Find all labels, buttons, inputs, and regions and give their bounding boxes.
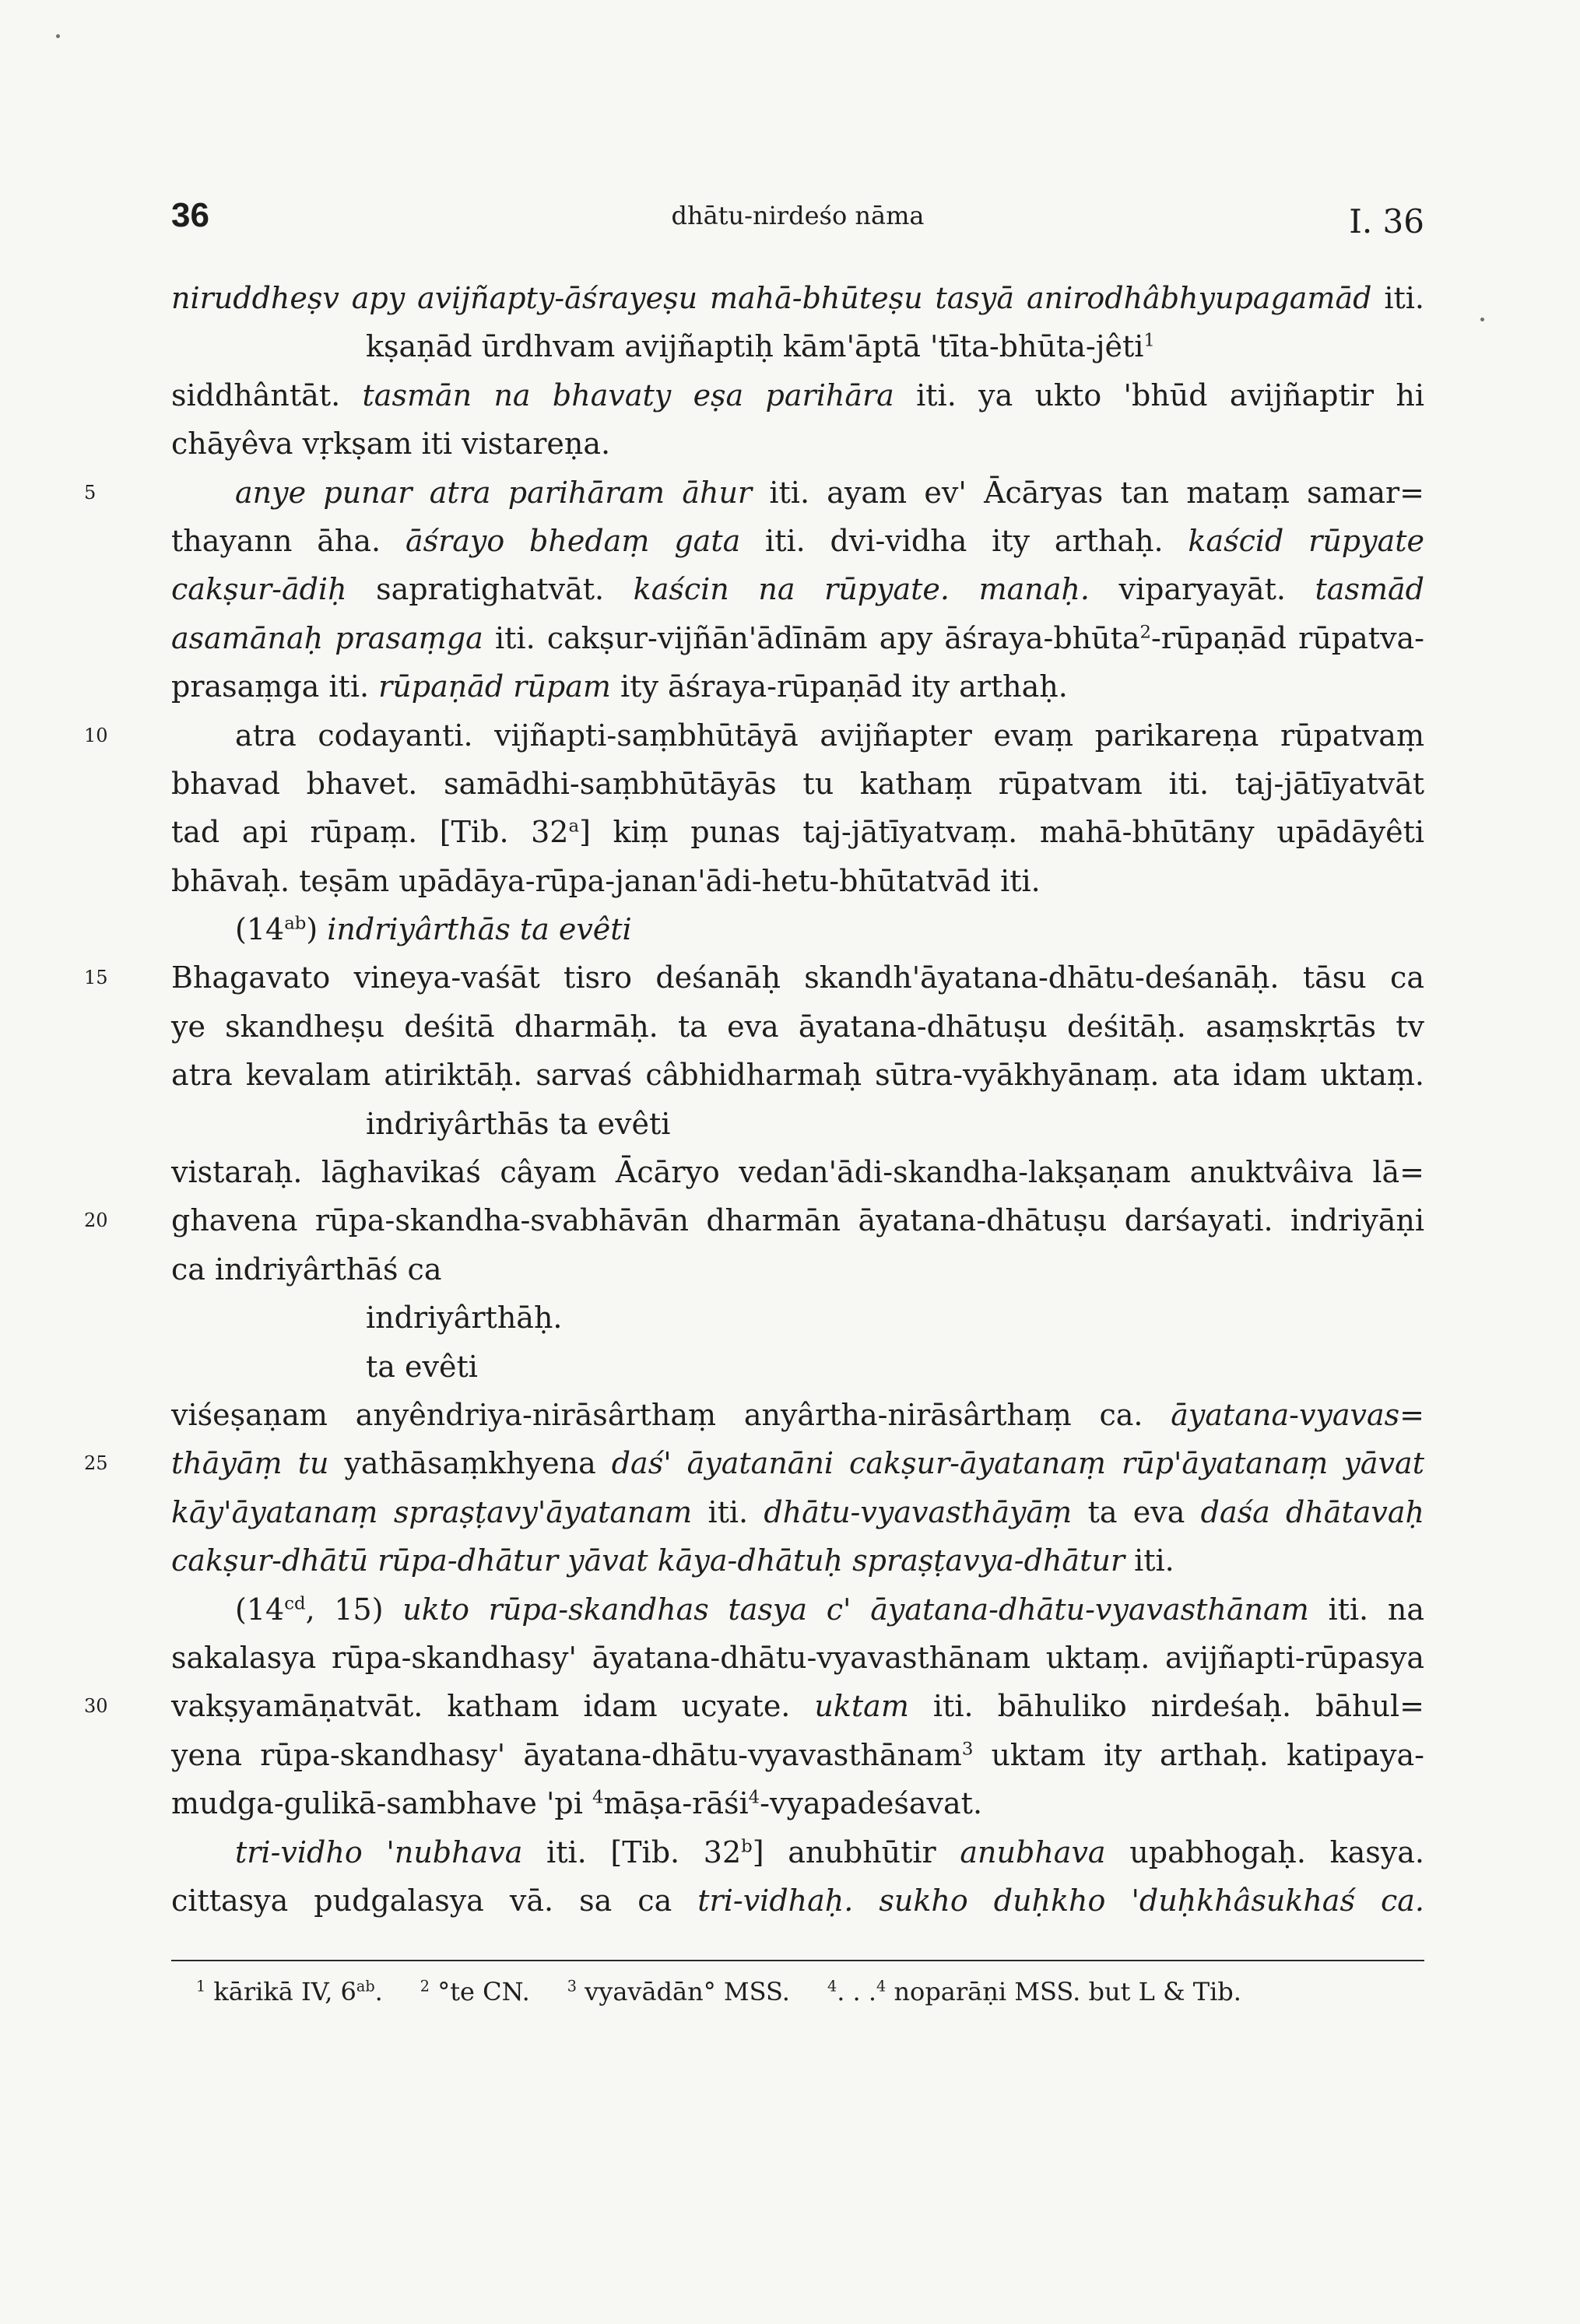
line-text: mudga-gulikā-sambhave 'pi $^4$māṣa-rāśi$^4$-vyapadeśavat. <box>171 1786 983 1821</box>
footnote: $^4$. . .$^4$ noparāṇi MSS. but L & Tib. <box>827 1977 1241 2006</box>
line-text: sakalasya rūpa-skandhasy' āyatana-dhātu-vyavasthānam uktaṃ. avijñapti-rūpasya <box>171 1640 1424 1675</box>
text-line <box>171 1294 1424 1342</box>
line-number: 20 <box>84 1209 108 1232</box>
line-text: indriyârthās ta evêti <box>366 1106 671 1141</box>
main-text <box>84 274 1425 1925</box>
text-line <box>171 905 1424 953</box>
text-line <box>171 420 1424 468</box>
text-line <box>171 760 1424 808</box>
line-text: cittasya pudgalasya vā. sa ca tri-vidhaḥ. sukho duḥkho 'duḥkhâsukhaś ca. <box>171 1883 1425 1918</box>
line-text: cakṣur-dhātū rūpa-dhātur yāvat kāya-dhātuḥ spraṣṭavya-dhātur iti. <box>171 1543 1174 1578</box>
line-text: asamānaḥ prasaṃga iti. cakṣur-vijñān'ādīnām apy āśraya-bhūta$^2$-rūpaṇād rūpatva- <box>171 620 1425 655</box>
footnote: $^1$ kārikā IV, $6^{ab}$. <box>196 1977 383 2006</box>
line-number: 10 <box>84 724 108 746</box>
text-line <box>171 1731 1424 1779</box>
footnotes <box>196 1977 1424 2006</box>
text-line <box>171 1343 1424 1391</box>
text-line <box>171 1876 1424 1925</box>
scan-speck <box>1480 318 1484 321</box>
line-text: tad api rūpaṃ. [Tib. 32$^a$] kiṃ punas taj-jātīyatvaṃ. mahā-bhūtāny upādāyêti <box>171 815 1425 850</box>
text-line <box>171 1585 1424 1634</box>
line-text: bhavad bhavet. samādhi-saṃbhūtāyās tu kathaṃ rūpatvam iti. taj-jātīyatvāt <box>171 766 1424 801</box>
line-text: Bhagavato vineya-vaśāt tisro deśanāḥ skandh'āyatana-dhātu-deśanāḥ. tāsu ca <box>171 960 1424 995</box>
line-text: ghavena rūpa-skandha-svabhāvān dharmān āyatana-dhātuṣu darśayati. indriyāṇi <box>171 1203 1424 1238</box>
line-text: ($14^{cd}$, 15) ukto rūpa-skandhas tasya c' āyatana-dhātu-vyavasthānam iti. na <box>235 1592 1424 1627</box>
text-line <box>171 1002 1424 1051</box>
line-text: vakṣyamāṇatvāt. katham idam ucyate. uktam iti. bāhuliko nirdeśaḥ. bāhul= <box>171 1689 1424 1724</box>
text-line <box>84 953 1424 1002</box>
footnote-rule <box>171 1960 1424 1961</box>
line-text: thayann āha. āśrayo bhedaṃ gata iti. dvi-vidha ity arthaḥ. kaścid rūpyate <box>171 523 1425 558</box>
text-line <box>84 1682 1424 1730</box>
text-line <box>171 565 1424 613</box>
line-number: 30 <box>84 1695 108 1718</box>
line-text: bhāvaḥ. teṣām upādāya-rūpa-janan'ādi-hetu-bhūtatvād iti. <box>171 863 1041 898</box>
line-number: 25 <box>84 1452 108 1475</box>
line-text: ta evêti <box>366 1349 478 1384</box>
line-text: tri-vidho 'nubhava iti. [Tib. 32$^b$] anubhūtir anubhava upabhogaḥ. kasya. <box>235 1834 1424 1869</box>
text-line <box>84 469 1424 517</box>
line-text: atra kevalam atiriktāḥ. sarvaś câbhidharmaḥ sūtra-vyākhyānaṃ. ata idam uktaṃ. <box>171 1058 1424 1093</box>
text-line <box>171 517 1424 565</box>
text-line <box>171 1634 1424 1682</box>
running-title: dhātu-nirdeśo nāma <box>671 201 925 230</box>
footnote: $^2$ °te CN. <box>420 1977 530 2006</box>
text-line <box>171 1536 1424 1585</box>
line-text: niruddheṣv apy avijñapty-āśrayeṣu mahā-bhūteṣu tasyā anirodhâbhyupagamād iti. <box>171 281 1424 315</box>
text-line <box>171 1391 1424 1439</box>
text-line <box>171 662 1424 711</box>
text-line <box>171 1779 1424 1827</box>
text-line <box>171 614 1424 662</box>
line-number: 5 <box>84 481 97 504</box>
line-text: cakṣur-ādiḥ sapratighatvāt. kaścin na rūpyate. manaḥ. viparyayāt. tasmād <box>171 572 1424 607</box>
text-line <box>171 1488 1424 1536</box>
line-text: prasaṃga iti. rūpaṇād rūpam ity āśraya-rūpaṇād ity arthaḥ. <box>171 669 1068 704</box>
text-line <box>171 1148 1424 1196</box>
text-line <box>171 371 1424 420</box>
text-line <box>171 857 1424 905</box>
line-text: atra codayanti. vijñapti-saṃbhūtāyā avijñapter evaṃ parikareṇa rūpatvaṃ <box>235 718 1424 753</box>
line-number: 15 <box>84 967 108 989</box>
line-text: kṣaṇād ūrdhvam avijñaptiḥ kām'āptā 'tīta-bhūta-jêti$^1$ <box>366 329 1155 364</box>
footnote: $^3$ vyavādān° MSS. <box>567 1977 790 2006</box>
line-text: chāyêva vṛkṣam iti vistareṇa. <box>171 427 611 462</box>
text-line <box>171 808 1424 856</box>
text-line <box>84 711 1424 760</box>
text-line <box>84 1196 1424 1244</box>
line-text: ye skandheṣu deśitā dharmāḥ. ta eva āyatana-dhātuṣu deśitāḥ. asaṃskṛtās tv <box>171 1009 1424 1044</box>
text-line <box>171 1051 1424 1099</box>
text-line <box>171 322 1424 370</box>
line-text: vistaraḥ. lāghavikaś câyam Ācāryo vedan'ādi-skandha-lakṣaṇam anuktvâiva lā= <box>171 1155 1424 1190</box>
scan-speck <box>56 34 60 38</box>
line-text: indriyârthāḥ. <box>366 1301 563 1336</box>
line-text: siddhântāt. tasmān na bhavaty eṣa parihāra iti. ya ukto 'bhūd avijñaptir hi <box>171 377 1424 412</box>
text-line <box>171 1828 1424 1876</box>
line-text: viśeṣaṇam anyêndriya-nirāsârthaṃ anyârtha-nirāsârthaṃ ca. āyatana-vyavas= <box>171 1397 1424 1432</box>
line-text: $(14^{ab})$ indriyârthās ta evêti <box>235 912 632 947</box>
text-line <box>171 1100 1424 1148</box>
page-header <box>171 196 1424 243</box>
text-line <box>84 1439 1424 1487</box>
text-line <box>171 1245 1424 1294</box>
section-reference: I. 36 <box>1349 202 1424 240</box>
line-text: ca indriyârthāś ca <box>171 1252 442 1287</box>
line-text: kāy'āyatanaṃ spraṣṭavy'āyatanam iti. dhātu-vyavasthāyāṃ ta eva daśa dhātavaḥ <box>171 1494 1424 1529</box>
page-number: 36 <box>171 196 209 234</box>
line-text: anye punar atra parihāram āhur iti. ayam ev' Ācāryas tan mataṃ samar= <box>235 475 1424 510</box>
text-line <box>171 274 1424 322</box>
line-text: yena rūpa-skandhasy' āyatana-dhātu-vyavasthānam$^3$ uktam ity arthaḥ. katipaya- <box>171 1737 1424 1772</box>
line-text: thāyāṃ tu yathāsaṃkhyena daś' āyatanāni cakṣur-āyatanaṃ rūp'āyatanaṃ yāvat <box>171 1446 1424 1481</box>
